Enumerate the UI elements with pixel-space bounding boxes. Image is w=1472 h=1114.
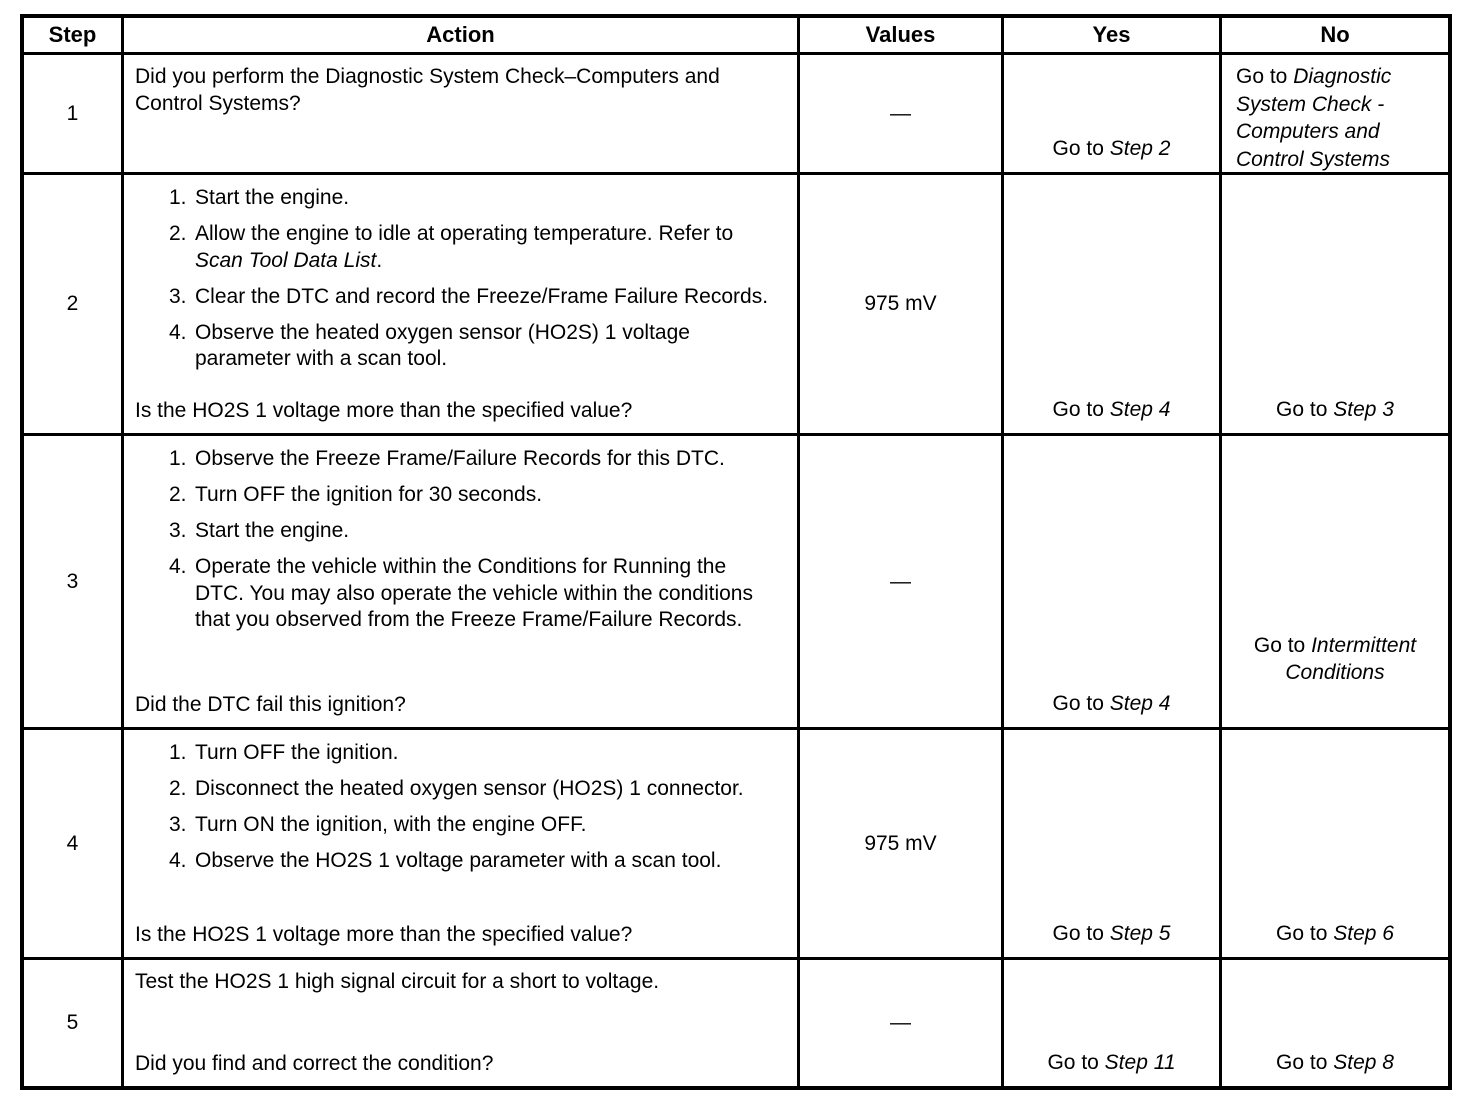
step-number: 3	[24, 436, 124, 730]
values-cell: —	[800, 55, 1004, 175]
goto-prefix: Go to	[1253, 633, 1312, 657]
item-number: 1.	[169, 186, 187, 209]
item-number: 3.	[169, 518, 187, 542]
goto-prefix: Go to	[1276, 1051, 1334, 1075]
item-text-segment: Allow the engine to idle at operating temperature. Refer to	[195, 221, 734, 245]
goto-target: Step 4	[1109, 692, 1171, 716]
action-question: Is the HO2S 1 voltage more than the specified value?	[135, 923, 633, 947]
item-number: 1.	[169, 447, 187, 470]
action-cell	[124, 436, 800, 730]
item-text-segment: Disconnect the heated oxygen sensor (HO2S) 1 connector.	[195, 776, 744, 800]
goto-prefix: Go to	[1052, 137, 1110, 161]
goto-text	[1053, 396, 1171, 424]
item-text	[195, 482, 770, 509]
yes-cell	[1004, 436, 1222, 730]
no-cell	[1222, 960, 1448, 1086]
goto-target: Step 8	[1333, 1051, 1394, 1075]
goto-prefix: Go to	[1236, 65, 1294, 88]
item-number: 2.	[169, 221, 187, 245]
item-text	[195, 812, 770, 839]
action-item	[169, 848, 785, 875]
item-text	[195, 740, 770, 767]
action-item	[169, 554, 785, 635]
item-text	[195, 221, 770, 275]
goto-prefix: Go to	[1052, 692, 1110, 716]
goto-prefix: Go to	[1052, 398, 1110, 422]
action-item	[169, 482, 785, 509]
item-text	[195, 320, 770, 374]
action-item	[169, 776, 785, 803]
action-cell	[124, 175, 800, 436]
goto-text	[1276, 1049, 1394, 1077]
item-text	[195, 185, 770, 212]
action-item	[169, 812, 785, 839]
item-text-segment: Clear the DTC and record the Freeze/Frame Failure Records.	[195, 284, 769, 308]
action-item	[169, 284, 785, 311]
action-item	[169, 320, 785, 374]
goto-text	[1230, 632, 1440, 687]
no-cell	[1222, 730, 1448, 960]
goto-text	[1053, 690, 1171, 718]
goto-text	[1047, 1049, 1175, 1077]
item-number: 4.	[169, 320, 187, 344]
item-text-segment: Turn OFF the ignition for 30 seconds.	[195, 482, 543, 506]
values-cell: 975 mV	[800, 730, 1004, 960]
item-text-segment: .	[376, 248, 383, 272]
item-text	[195, 776, 770, 803]
no-cell	[1222, 175, 1448, 436]
item-number: 1.	[169, 741, 187, 764]
action-item	[169, 221, 785, 275]
action-list	[169, 446, 785, 634]
item-text	[195, 554, 770, 635]
goto-text	[1053, 135, 1171, 163]
step-number: 4	[24, 730, 124, 960]
step-number: 2	[24, 175, 124, 436]
item-text-segment: Start the engine.	[195, 518, 350, 542]
goto-prefix: Go to	[1276, 398, 1334, 422]
goto-target: Step 5	[1109, 922, 1171, 946]
action-question: Is the HO2S 1 voltage more than the specified value?	[135, 399, 633, 423]
yes-cell	[1004, 730, 1222, 960]
action-question: Did you find and correct the condition?	[135, 1052, 494, 1076]
item-number: 3.	[169, 284, 187, 308]
goto-target: Step 3	[1333, 398, 1394, 422]
goto-text	[1276, 920, 1394, 948]
action-list	[169, 185, 785, 373]
goto-text	[1236, 63, 1442, 174]
item-text-segment: Turn OFF the ignition.	[195, 741, 399, 764]
header-action: Action	[124, 18, 800, 55]
action-list	[169, 740, 785, 875]
goto-target: Diagnostic System Check - Computers and Control Systems	[1236, 65, 1392, 172]
no-cell	[1222, 55, 1448, 175]
goto-prefix: Go to	[1047, 1051, 1105, 1075]
header-no: No	[1222, 18, 1448, 55]
diagnostic-table	[20, 14, 1452, 1090]
action-cell	[124, 730, 800, 960]
goto-target: Step 2	[1109, 137, 1171, 161]
no-cell	[1222, 436, 1448, 730]
values-cell: —	[800, 436, 1004, 730]
action-cell	[124, 55, 800, 175]
action-item	[169, 518, 785, 545]
values-cell: —	[800, 960, 1004, 1086]
yes-cell	[1004, 55, 1222, 175]
item-text	[195, 284, 770, 311]
goto-target: Step 11	[1104, 1051, 1176, 1075]
item-text-segment: Observe the Freeze Frame/Failure Records for this DTC.	[195, 447, 725, 470]
goto-target: Step 6	[1333, 922, 1394, 946]
item-number: 4.	[169, 554, 187, 578]
item-text-segment: Turn ON the ignition, with the engine OFF.	[195, 812, 587, 836]
action-question: Did the DTC fail this ignition?	[135, 693, 406, 717]
action-intro: Test the HO2S 1 high signal circuit for a short to voltage.	[135, 970, 660, 993]
item-text-segment: Observe the HO2S 1 voltage parameter with a scan tool.	[195, 848, 722, 872]
goto-text	[1276, 396, 1394, 424]
item-text-italic: Scan Tool Data List	[195, 248, 377, 272]
item-number: 2.	[169, 776, 187, 800]
header-values: Values	[800, 18, 1004, 55]
item-text-segment: Operate the vehicle within the Conditions for Running the DTC. You may also operate the vehicle within the conditions that you observed from the Freeze Frame/Failure Records.	[195, 554, 753, 632]
header-step: Step	[24, 18, 124, 55]
action-intro: Did you perform the Diagnostic System Check–Computers and Control Systems?	[135, 65, 720, 115]
step-number: 1	[24, 55, 124, 175]
step-number: 5	[24, 960, 124, 1086]
item-text-segment: Start the engine.	[195, 186, 350, 209]
goto-text	[1053, 920, 1171, 948]
header-yes: Yes	[1004, 18, 1222, 55]
item-number: 2.	[169, 482, 187, 506]
item-number: 4.	[169, 848, 187, 872]
goto-target: Step 4	[1109, 398, 1171, 422]
goto-prefix: Go to	[1276, 922, 1334, 946]
action-item	[169, 446, 785, 473]
yes-cell	[1004, 175, 1222, 436]
action-item	[169, 740, 785, 767]
item-number: 3.	[169, 812, 187, 836]
goto-target: Intermittent Conditions	[1285, 633, 1417, 685]
yes-cell	[1004, 960, 1222, 1086]
item-text	[195, 848, 770, 875]
item-text	[195, 446, 770, 473]
goto-prefix: Go to	[1052, 922, 1110, 946]
action-item	[169, 185, 785, 212]
item-text	[195, 518, 770, 545]
action-cell	[124, 960, 800, 1086]
item-text-segment: Observe the heated oxygen sensor (HO2S) 1 voltage parameter with a scan tool.	[195, 320, 690, 371]
values-cell: 975 mV	[800, 175, 1004, 436]
